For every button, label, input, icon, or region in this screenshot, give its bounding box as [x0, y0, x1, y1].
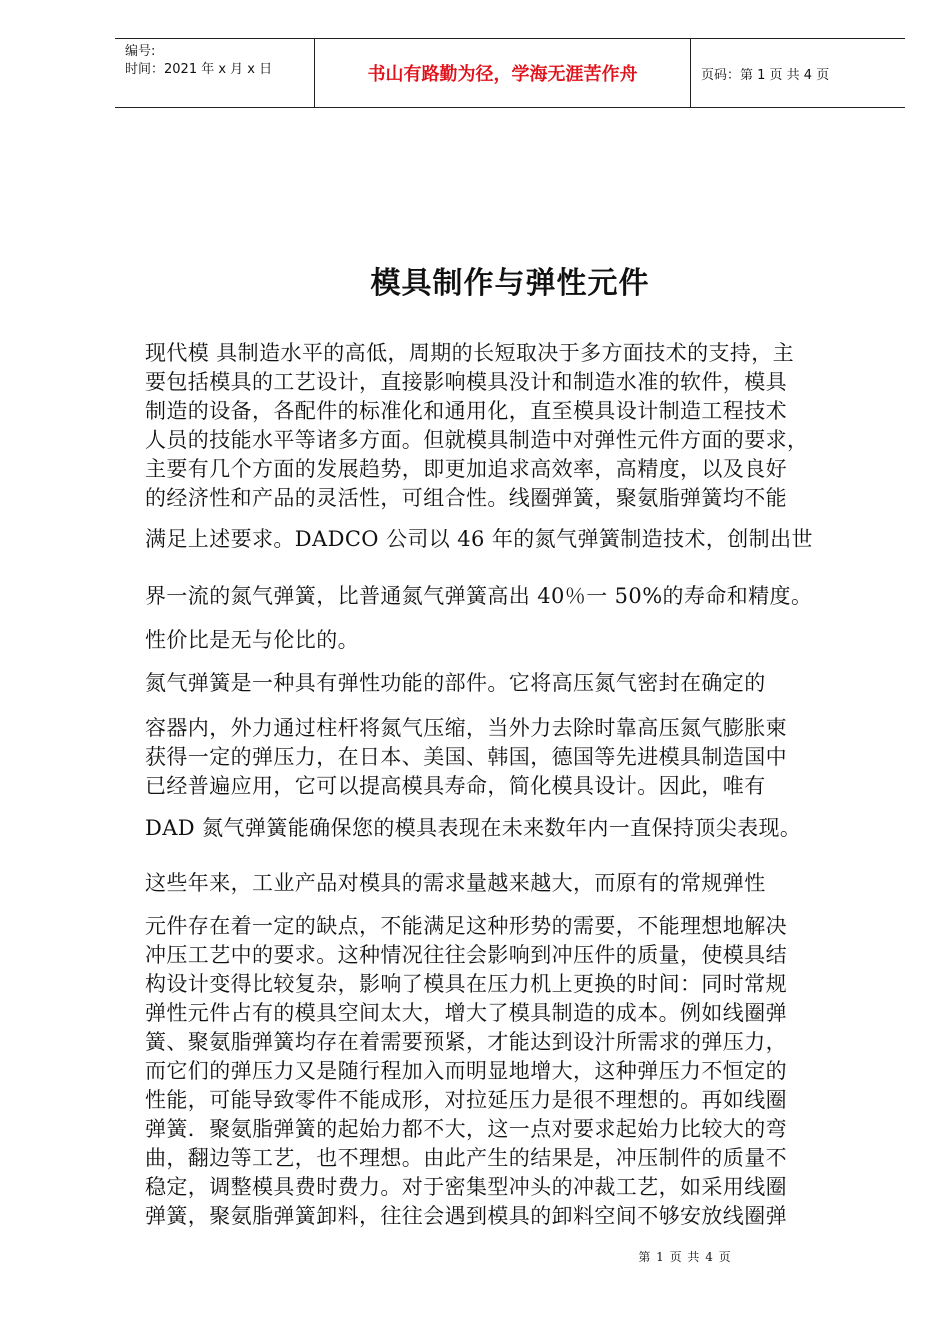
document-time: 时间：2021 年 x 月 x 日 [125, 62, 273, 77]
document-title: 模具制作与弹性元件 [370, 266, 650, 301]
body-line: 性能，可能导致零件不能成形，对拉延压力是很不理想的。再如线圈 [145, 1088, 787, 1112]
body-line: 弹簧．聚氨脂弹簧的起始力都不大，这一点对要求起始力比较大的弯 [145, 1117, 787, 1141]
body-line: 冲压工艺中的要求。这种情况往往会影响到冲压件的质量，使模具结 [145, 943, 787, 967]
body-line: 界一流的氮气弹簧，比普通氮气弹簧高出 40％一 50%的寿命和精度。 [145, 584, 813, 608]
body-line: 主要有几个方面的发展趋势，即更加追求高效率，高精度，以及良好 [145, 457, 787, 481]
body-line: 现代模 具制造水平的高低，周期的长短取决于多方面技术的支持，主 [145, 341, 795, 365]
body-line: 已经普遍应用，它可以提高模具寿命，简化模具设计。因此，唯有 [145, 774, 766, 798]
body-line: 氮气弹簧是一种具有弹性功能的部件。它将高压氮气密封在确定的 [145, 671, 766, 695]
body-line: 弹性元件占有的模具空间太大，增大了模具制造的成本。例如线圈弹 [145, 1001, 787, 1025]
body-line: 制造的设备，各配件的标准化和通用化，直至模具设计制造工程技术 [145, 399, 787, 423]
body-line: 元件存在着一定的缺点，不能满足这种形势的需要，不能理想地解决 [145, 914, 787, 938]
header-meta [115, 39, 315, 107]
body-line: 性价比是无与伦比的。 [145, 628, 359, 652]
body-line: 获得一定的弹压力，在日本、美国、韩国，德国等先进模具制造国中 [145, 745, 787, 769]
header-motto: 书山有路勤为径，学海无涯苦作舟 [315, 39, 691, 107]
document-number-label: 编号: [125, 44, 156, 59]
body-line: 人员的技能水平等诸多方面。但就模具制造中对弹性元件方面的要求， [145, 428, 809, 452]
body-line: 容器内，外力通过柱杆将氮气压缩，当外力去除时靠高压氮气膨胀柬 [145, 716, 787, 740]
body-line: 要包括模具的工艺设计，直接影响模具没计和制造水准的软件，模具 [145, 370, 787, 394]
header-page-info: 页码：第 1 页 共 4 页 [701, 67, 830, 83]
body-line: 弹簧，聚氨脂弹簧卸料，往往会遇到模具的卸料空间不够安放线圈弹 [145, 1204, 787, 1228]
body-line: 满足上述要求。DADCO 公司以 46 年的氮气弹簧制造技术，创制出世 [145, 527, 813, 551]
body-line: 而它们的弹压力又是随行程加入而明显地增大，这种弹压力不恒定的 [145, 1059, 787, 1083]
page-header [115, 38, 905, 108]
body-line: 曲，翻边等工艺，也不理想。由此产生的结果是，冲压制件的质量不 [145, 1146, 787, 1170]
body-line: DAD 氮气弹簧能确保您的模具表现在未来数年内一直保持顶尖表现。 [145, 816, 802, 840]
body-line: 稳定，调整模具费时费力。对于密集型冲头的冲裁工艺，如采用线圈 [145, 1175, 787, 1199]
page-footer: 第 1 页 共 4 页 [638, 1250, 732, 1264]
body-line: 簧、聚氨脂弹簧均存在着需要预紧，才能达到设汁所需求的弹压力， [145, 1030, 787, 1054]
body-line: 构设计变得比较复杂，影响了模具在压力机上更换的时间：同时常规 [145, 972, 787, 996]
body-line: 这些年来，工业产品对模具的需求量越来越大，而原有的常规弹性 [145, 871, 766, 895]
body-line: 的经济性和产品的灵活性，可组合性。线圈弹簧，聚氨脂弹簧均不能 [145, 486, 787, 510]
